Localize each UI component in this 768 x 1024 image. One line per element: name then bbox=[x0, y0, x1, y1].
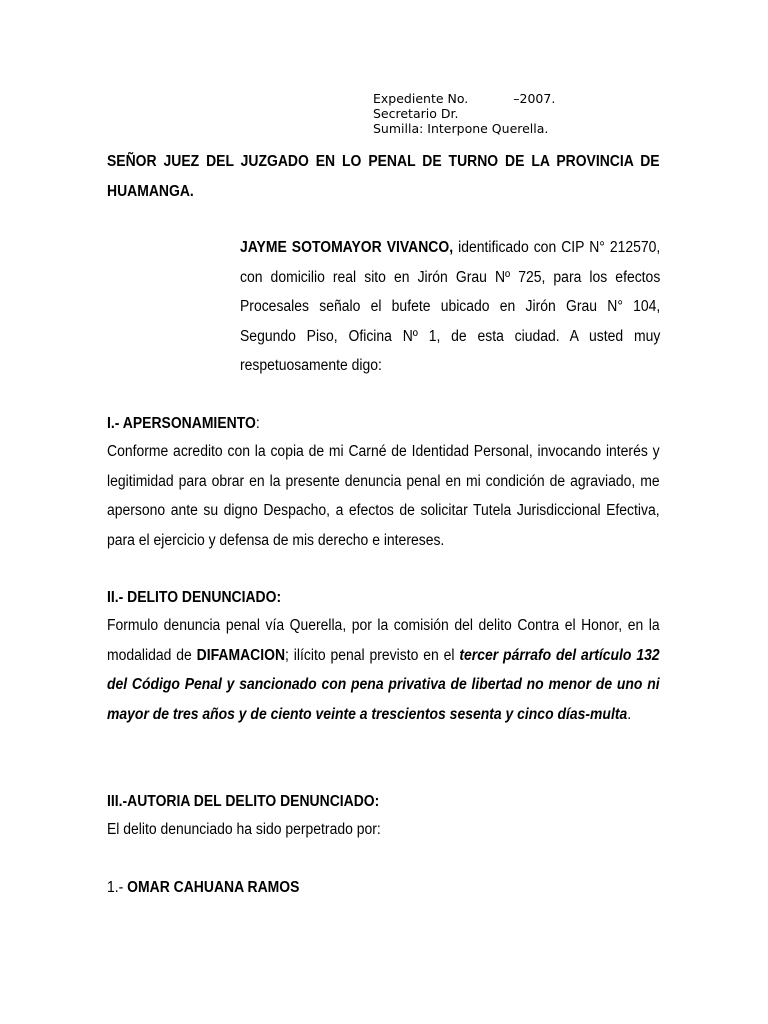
section-heading-autoria: III.-AUTORIA DEL DELITO DENUNCIADO: bbox=[107, 793, 380, 810]
crime-name: DIFAMACION bbox=[196, 646, 286, 664]
defendant-name: OMAR CAHUANA RAMOS bbox=[127, 879, 300, 896]
intro-paragraph bbox=[240, 233, 660, 381]
expediente-label: Expediente No. bbox=[373, 91, 469, 106]
expediente-line bbox=[373, 91, 555, 106]
expediente-year: –2007. bbox=[513, 91, 556, 106]
section-body-apersonamiento: Conforme acredito con la copia de mi Carné de Identidad Personal, invocando interés y legitimidad para obrar en la presente denuncia penal en mi condición de agraviado, me apersono ante su digno Despacho, a efectos de solicitar Tutela Jurisdiccional Efectiva, para el ejercicio y defensa de mis derecho e intereses. bbox=[107, 443, 660, 549]
addressee: SEÑOR JUEZ DEL JUZGADO EN LO PENAL DE TURNO DE LA PROVINCIA DE HUAMANGA. bbox=[107, 153, 660, 200]
secretario-line: Secretario Dr. bbox=[373, 106, 459, 121]
section-body-autoria: El delito denunciado ha sido perpetrado por: bbox=[107, 821, 381, 838]
list-item-number: 1.- bbox=[107, 879, 128, 896]
list-item bbox=[107, 873, 660, 903]
section-heading-delito: II.- DELITO DENUNCIADO: bbox=[107, 589, 282, 606]
legal-reference: tercer párrafo del artículo 132 del Código Penal y sancionado con pena privativa de libertad no menor de uno ni mayor de tres años y de ciento veinte a trescientos sesenta y cinco días-multa bbox=[107, 646, 660, 723]
section-heading-apersonamiento: I.- APERSONAMIENTO: bbox=[107, 415, 260, 432]
plaintiff-name: JAYME SOTOMAYOR VIVANCO, bbox=[240, 239, 454, 256]
sumilla-line: Sumilla: Interpone Querella. bbox=[373, 121, 549, 136]
section-body-delito: Formulo denuncia penal vía Querella, por la comisión del delito Contra el Honor, en la modalidad de DIFAMACION; ilícito penal previsto en el tercer párrafo del artículo 132 del Código Penal y sancionado con pena privativa de libertad no menor de uno ni mayor de tres años y de ciento veinte a trescientos sesenta y cinco días-multa. bbox=[107, 617, 660, 723]
intro-text: identificado con CIP N° 212570, con domicilio real sito en Jirón Grau Nº 725, para los efectos Procesales señalo el bufete ubicado en Jirón Grau N° 104, Segundo Piso, Oficina Nº 1, de esta ciudad. A usted muy respetuosamente digo: bbox=[240, 239, 661, 375]
case-header bbox=[373, 91, 555, 136]
